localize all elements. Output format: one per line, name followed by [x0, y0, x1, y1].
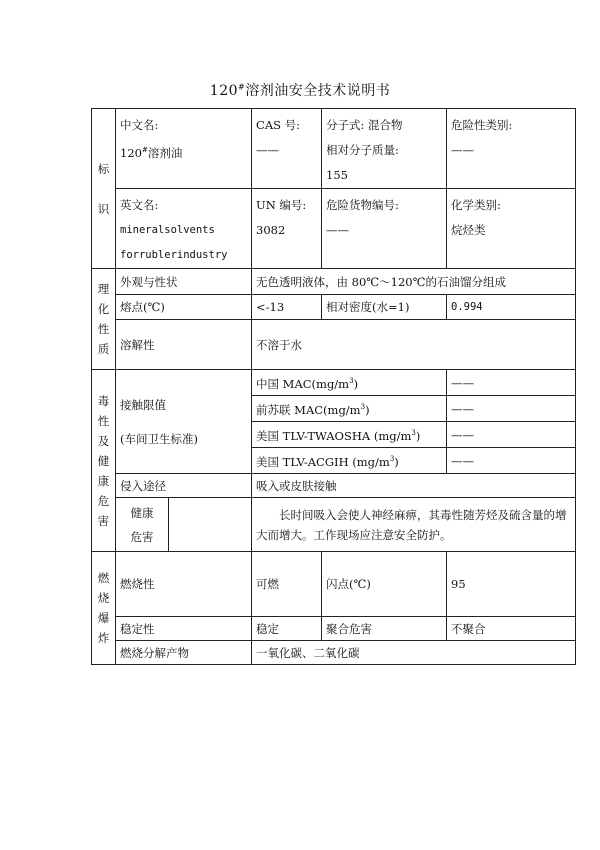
health-hazard-row: [92, 498, 576, 552]
flammability-value: 可燃: [252, 552, 322, 617]
limit-value: ——: [447, 422, 576, 448]
chem-category-cell: 化学类别: 烷烃类: [447, 189, 576, 269]
cn-name-cell: 中文名: 120#溶剂油: [116, 109, 252, 189]
cas-cell: CAS 号: ——: [252, 109, 322, 189]
route-row: [92, 474, 576, 498]
decomposition-label: 燃烧分解产物: [116, 641, 252, 665]
identification-row-1: [92, 109, 576, 189]
en-name-cell: 英文名: mineralsolvents forrublerindustry: [116, 189, 252, 269]
polymer-hazard-value: 不聚合: [447, 617, 576, 641]
section-identification: 标 识: [92, 109, 116, 269]
flammability-label: 燃烧性: [116, 552, 252, 617]
solubility-label: 溶解性: [116, 320, 252, 370]
msds-table: [91, 108, 576, 665]
limit-value: ——: [447, 396, 576, 422]
limit-name: 前苏联 $MAC(mg/m^3)$: [252, 396, 447, 422]
solubility-value: 不溶于水: [252, 320, 576, 370]
decomposition-value: 一氧化碳、二氧化碳: [252, 641, 576, 665]
limit-name: 中国 $MAC(mg/m^3)$: [252, 370, 447, 396]
identification-row-2: [92, 189, 576, 269]
page-title: 120#溶剂油安全技术说明书: [209, 82, 391, 99]
solubility-row: [92, 320, 576, 370]
route-label: 侵入途径: [116, 474, 252, 498]
section-properties: 理 化 性 质: [92, 269, 116, 370]
health-hazard-value: 长时间吸入会使人神经麻痹，其毒性随芳烃及硫含量的增大而增大。工作现场应注意安全防护。: [252, 498, 576, 552]
limit-row-1: [92, 370, 576, 396]
exposure-limit-label: 接触限值 (车间卫生标准): [116, 370, 252, 474]
limit-name: 美国 TLV-ACGIH $(mg/m^3)$: [252, 448, 447, 474]
appearance-row: [92, 269, 576, 295]
section-toxicity: 毒 性 及 健 康 危 害: [92, 370, 116, 552]
stability-row: [92, 617, 576, 641]
formula-cell: 分子式: 混合物 相对分子质量: 155: [322, 109, 447, 189]
flash-point-value: 95: [447, 552, 576, 617]
flammability-row: [92, 552, 576, 617]
melting-row: [92, 295, 576, 320]
limit-value: ——: [447, 448, 576, 474]
appearance-label: 外观与性状: [116, 269, 252, 295]
dangerous-goods-cell: 危险货物编号: ——: [322, 189, 447, 269]
polymer-hazard-label: 聚合危害: [322, 617, 447, 641]
limit-value: ——: [447, 370, 576, 396]
melting-value: <-13: [252, 295, 322, 320]
melting-label: 熔点(℃): [116, 295, 252, 320]
section-fire: 燃 烧 爆 炸: [92, 552, 116, 665]
route-value: 吸入或皮肤接触: [252, 474, 576, 498]
density-label: 相对密度(水=1): [322, 295, 447, 320]
health-hazard-label-cell: [116, 498, 252, 552]
stability-value: 稳定: [252, 617, 322, 641]
hazard-category-cell: 危险性类别: ——: [447, 109, 576, 189]
flash-point-label: 闪点(℃): [322, 552, 447, 617]
health-hazard-label: 健康 危害: [116, 498, 169, 551]
limit-name: 美国 TLV-TWAOSHA $(mg/m^3)$: [252, 422, 447, 448]
un-number-cell: UN 编号: 3082: [252, 189, 322, 269]
appearance-value: 无色透明液体，由 80℃～120℃的石油馏分组成: [252, 269, 576, 295]
density-value: 0.994: [447, 295, 576, 320]
decomposition-row: [92, 641, 576, 665]
stability-label: 稳定性: [116, 617, 252, 641]
